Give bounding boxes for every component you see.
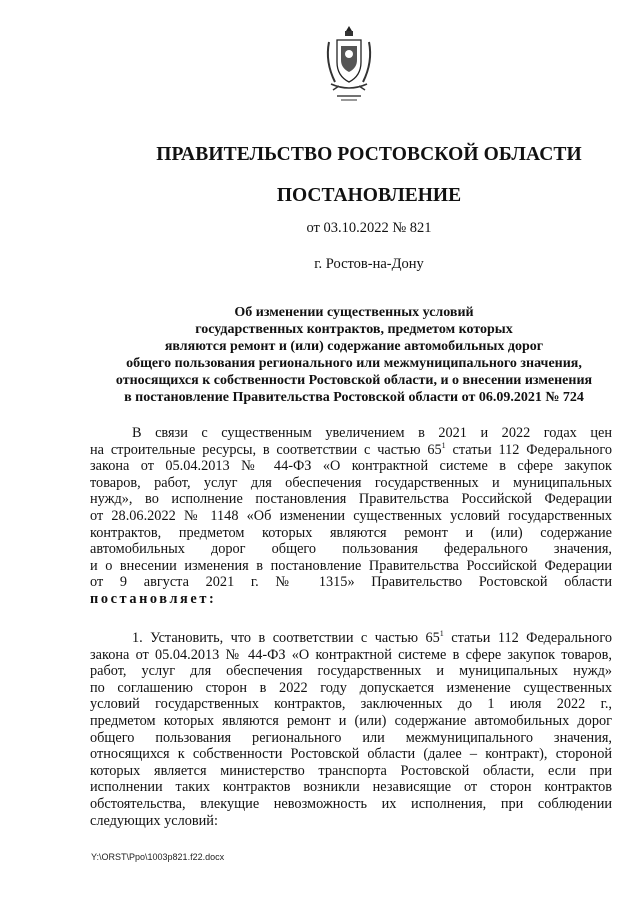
- text-line: контрактов, предметом которых являются ремонт и (или) содержание: [90, 524, 612, 541]
- date-number: от 03.10.2022 № 821: [306, 220, 432, 236]
- text-line: обстоятельства, влекущие невозможность их исполнения, при соблюдении: [90, 795, 612, 812]
- subject-line: государственных контрактов, предметом которых: [195, 321, 513, 337]
- coat-of-arms-emblem: [323, 22, 375, 106]
- text-line: условий государственных контрактов, заключенных до 1 июля 2022 г.,: [90, 696, 612, 713]
- text-line: предметом которых являются ремонт и (или) содержание автомобильных дорог: [90, 712, 612, 729]
- text-line: работ, услуг для обеспечения государственных и муниципальных нужд»: [90, 663, 612, 680]
- city: г. Ростов-на-Дону: [314, 256, 424, 272]
- decree-word: постановляет:: [90, 590, 217, 607]
- subject-line: в постановление Правительства Ростовской области от 06.09.2021 № 724: [124, 389, 584, 405]
- text-line: на строительные ресурсы, в соответствии с частью $65^1$ статьи 112 Федерального: [90, 440, 612, 458]
- subject-line: являются ремонт и (или) содержание автомобильных дорог: [164, 338, 544, 354]
- subject-line: Об изменении существенных условий: [234, 305, 474, 320]
- text-line: автомобильных дорог общего пользования федерального значения,: [90, 541, 612, 558]
- superscript-mark: 1: [441, 440, 446, 450]
- text-line: от 9 августа 2021 г. № 1315» Правительство Ростовской области: [90, 574, 612, 591]
- text-line: которых является министерство транспорта Ростовской области, если при: [90, 762, 612, 779]
- text-line: по соглашению сторон в 2022 году допускается изменение существенных: [90, 679, 612, 696]
- superscript-mark: 1: [439, 629, 444, 638]
- document-subject: [95, 305, 613, 406]
- text-line: нужд», во исполнение постановления Правительства Российской Федерации: [90, 491, 612, 508]
- text-line: и о внесении изменения в постановление Правительства Российской Федерации: [90, 557, 612, 574]
- text-line: закона от 05.04.2013 № 44-ФЗ «О контрактной системе в сфере закупок товаров,: [90, 646, 612, 663]
- file-path-footer: Y:\ORST\Ppo\1003p821.f22.docx: [91, 852, 225, 862]
- text-line: товаров, работ, услуг для обеспечения государственных и муниципальных: [90, 474, 612, 491]
- text-line: следующих условий:: [90, 812, 218, 829]
- text-line: исполнении таких контрактов возникли независящие от сторон контрактов: [90, 779, 612, 796]
- clause-1-paragraph: [90, 630, 612, 829]
- text-line: от 28.06.2022 № 1148 «Об изменении существенных условий государственных: [90, 507, 612, 524]
- text-line: относящихся к собственности Ростовской области (далее – контракт), стороной: [90, 746, 612, 763]
- subject-line: относящихся к собственности Ростовской области, и о внесении изменения: [115, 372, 593, 388]
- text-line: закона от 05.04.2013 № 44-ФЗ «О контрактной системе в сфере закупок: [90, 458, 612, 475]
- subject-line: общего пользования регионального или межмуниципального значения,: [126, 355, 582, 371]
- text-line: В связи с существенным увеличением в 2021 и 2022 годах цен: [132, 425, 612, 441]
- government-title: ПРАВИТЕЛЬСТВО РОСТОВСКОЙ ОБЛАСТИ: [156, 144, 582, 165]
- preamble-paragraph: [90, 425, 612, 608]
- text-line: 1. Установить, что в соответствии с частью $65^1$ статьи 112 Федерального: [132, 629, 612, 646]
- text-line: общего пользования регионального или межмуниципального значения,: [90, 729, 612, 746]
- document-type: ПОСТАНОВЛЕНИЕ: [276, 185, 462, 206]
